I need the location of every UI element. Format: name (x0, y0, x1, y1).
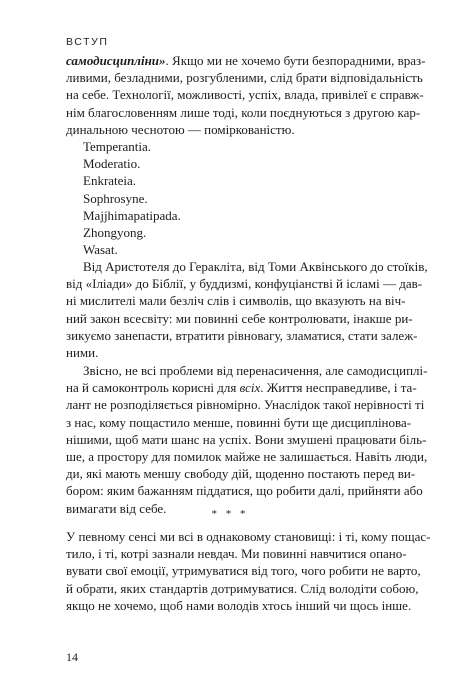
virtue-item: Wasat. (83, 242, 118, 258)
text-line: динальною чеснотою — поміркованістю. (66, 121, 295, 137)
text-line: ше, а простору для помилок майже не залишається. Навіть люди, (66, 448, 428, 464)
text-line: й обрати, яких стандартів дотримуватися. Слід володіти собою, (66, 580, 419, 596)
text-line: Звісно, не всі проблеми від перенасичення, але самодисциплі- (83, 363, 428, 378)
text-line: Від Аристотеля до Геракліта, від Томи Аквінського до стоїків, (83, 259, 428, 274)
text-line: від «Іліади» до Біблії, у буддизмі, конфуціанстві й ісламі — дав- (66, 276, 423, 292)
paragraph-1 (66, 52, 426, 138)
page-number: 14 (66, 650, 78, 664)
text-line: на й самоконтроль корисні для всіх. Життя несправедливе, і та- (66, 380, 417, 396)
text-line: нішими, щоб мати шанс на успіх. Вони змушені працювати біль- (66, 431, 427, 447)
virtue-item: Moderatio. (83, 156, 141, 172)
text-line: якщо не хочемо, щоб нами володів хтось інший чи щось інше. (66, 597, 412, 613)
text-line: лант не розподіляється рівномірно. Унаслідок такої нерівності ті (66, 397, 425, 413)
section-separator: * * * (211, 508, 249, 520)
text-line: ди, які мають меншу свободу дій, щоденно постають перед ви- (66, 466, 416, 482)
virtue-item: Temperantia. (83, 139, 152, 154)
text-line: ливими, безладними, розгубленими, слід брати відповідальність (66, 70, 423, 86)
text-line: зикуємо занепасти, втратити рівновагу, зламатися, стати залеж- (66, 327, 418, 343)
text-line: вимагати від себе. (66, 500, 167, 516)
paragraph-3 (66, 362, 428, 517)
paragraph-2 (66, 258, 428, 361)
virtue-list (66, 138, 394, 258)
virtue-item: Sophrosyne. (83, 190, 148, 206)
virtue-item: Majjhimapatipada. (83, 207, 181, 223)
text-line: вувати свої емоції, утримуватися від того, чого робити не варто, (66, 563, 421, 579)
text-line: У певному сенсі ми всі в однаковому становищі: і ті, кому пощас- (66, 529, 431, 544)
text-line: тило, і ті, котрі зазнали невдач. Ми повинні навчитися опано- (66, 546, 407, 562)
text-line: ний закон всесвіту: ми повинні себе контролювати, інакше ри- (66, 310, 413, 326)
text-line: ними. (66, 344, 99, 360)
text-line: на себе. Технології, можливості, успіх, влада, привілеї є справж- (66, 87, 424, 103)
text-line: самодисципліни». Якщо ми не хочемо бути безпорадними, враз- (66, 53, 426, 68)
text-line: бором: яким бажанням піддатися, що робити далі, прийняти або (66, 483, 423, 499)
virtue-item: Enkrateia. (83, 173, 137, 189)
running-header: ВСТУП (66, 36, 109, 48)
virtue-item: Zhongyong. (83, 224, 147, 240)
text-line: з нас, кому пощастило менше, повинні бути ще дисциплінова- (66, 414, 412, 430)
text-line: нім благословенням лише тоді, коли поєднуються з другою кар- (66, 104, 421, 120)
paragraph-4 (66, 528, 431, 614)
text-line: ні мислителі мали безліч слів і символів, що вказують на віч- (66, 293, 406, 309)
